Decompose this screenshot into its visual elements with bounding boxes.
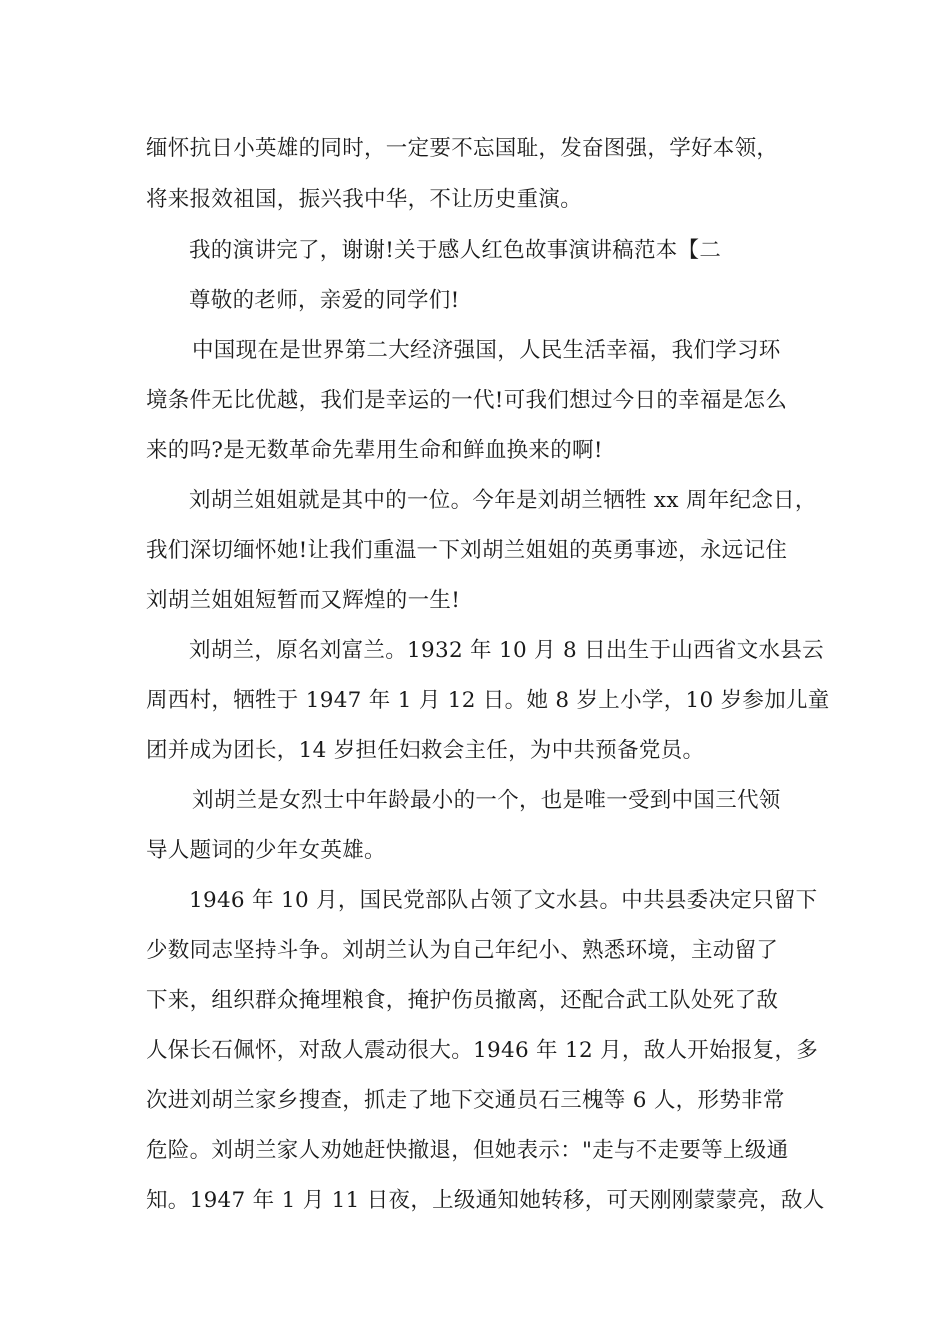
text-line: 我的演讲完了，谢谢!关于感人红色故事演讲稿范本【二 <box>189 238 722 263</box>
text-line: 次进刘胡兰家乡搜查，抓走了地下交通员石三槐等 6 人，形势非常 <box>146 1088 785 1113</box>
text-line: 刘胡兰姐姐就是其中的一位。今年是刘胡兰牺牲 xx 周年纪念日， <box>189 488 817 513</box>
text-line: 刘胡兰是女烈士中年龄最小的一个，也是唯一受到中国三代领 <box>192 788 781 813</box>
text-line: 刘胡兰姐姐短暂而又辉煌的一生! <box>146 588 461 613</box>
text-line: 1946 年 10 月，国民党部队占领了文水县。中共县委决定只留下 <box>189 888 818 913</box>
text-line: 知。1947 年 1 月 11 日夜，上级通知她转移，可天刚刚蒙蒙亮，敌人 <box>146 1188 825 1213</box>
text-line: 缅怀抗日小英雄的同时，一定要不忘国耻，发奋图强，学好本领， <box>146 136 779 161</box>
text-line: 周西村，牺牲于 1947 年 1 月 12 日。她 8 岁上小学，10 岁参加儿童 <box>146 688 830 713</box>
text-line: 中国现在是世界第二大经济强国，人民生活幸福，我们学习环 <box>192 338 781 363</box>
text-line: 来的吗?是无数革命先辈用生命和鲜血换来的啊! <box>146 438 603 463</box>
text-line: 危险。刘胡兰家人劝她赶快撤退，但她表示："走与不走要等上级通 <box>146 1138 789 1163</box>
text-line: 刘胡兰，原名刘富兰。1932 年 10 月 8 日出生于山西省文水县云 <box>189 638 824 663</box>
text-line: 我们深切缅怀她!让我们重温一下刘胡兰姐姐的英勇事迹，永远记住 <box>146 538 788 563</box>
text-line: 下来，组织群众掩埋粮食，掩护伤员撤离，还配合武工队处死了敌 <box>146 988 779 1013</box>
text-line: 少数同志坚持斗争。刘胡兰认为自己年纪小、熟悉环境，主动留了 <box>146 938 779 963</box>
text-line: 境条件无比优越，我们是幸运的一代!可我们想过今日的幸福是怎么 <box>146 388 788 413</box>
text-line: 人保长石佩怀，对敌人震动很大。1946 年 12 月，敌人开始报复，多 <box>146 1038 819 1063</box>
text-line: 团并成为团长，14 岁担任妇救会主任，为中共预备党员。 <box>146 738 705 763</box>
text-line: 导人题词的少年女英雄。 <box>146 838 386 863</box>
text-line: 尊敬的老师，亲爱的同学们! <box>189 288 460 313</box>
text-line: 将来报效祖国，振兴我中华，不让历史重演。 <box>146 187 583 212</box>
